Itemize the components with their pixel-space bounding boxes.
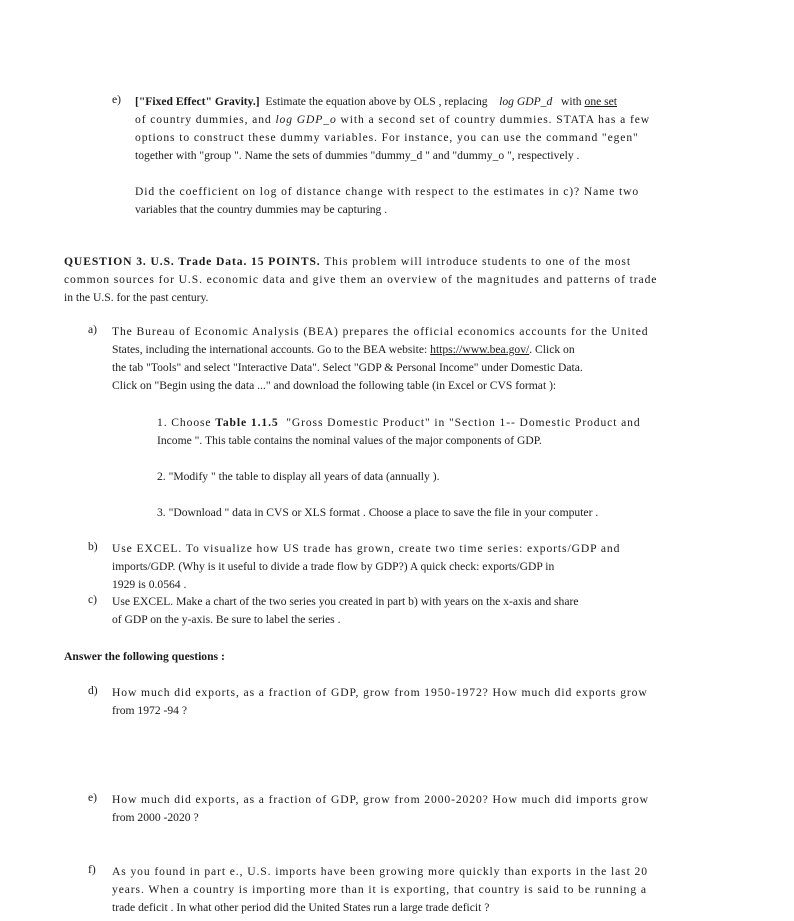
text: Estimate the equation above by OLS , replacing — [265, 95, 488, 108]
question-3-line-2: common sources for U.S. economic data and give them an overview of the magnitudes and patterns of trade — [64, 273, 658, 286]
part-a-steps — [157, 414, 757, 522]
step-1-line-2: Income ". This table contains the nominal values of the major components of GDP. — [157, 434, 542, 447]
part-e — [112, 791, 752, 827]
item-label-e: e) — [88, 791, 98, 804]
part-c-line-1: Use EXCEL. Make a chart of the two series you created in part b) with years on the x-axis and share — [112, 595, 579, 608]
part-a-line-3: the tab "Tools" and select "Interactive Data". Select "GDP & Personal Income" under Domestic Data. — [112, 361, 583, 374]
part-b-line-3: 1929 is 0.0564 . — [112, 578, 187, 591]
text: This problem will introduce students to one of the most — [324, 255, 631, 268]
var-log-gdp-d: log GDP_d — [499, 95, 553, 108]
line-2 — [135, 111, 750, 129]
text: of country dummies, and — [135, 113, 272, 126]
line-6: variables that the country dummies may be capturing . — [135, 203, 388, 216]
part-b — [112, 540, 752, 594]
part-e-line-1: How much did exports, as a fraction of GDP, grow from 2000-2020? How much did imports grow — [112, 793, 649, 806]
text: with — [560, 95, 582, 108]
item-label-b: b) — [88, 540, 98, 553]
part-f — [112, 863, 752, 917]
line-3: options to construct these dummy variables. For instance, you can use the command "egen" — [135, 131, 639, 144]
question-3-heading: QUESTION 3. U.S. Trade Data. 15 POINTS. — [64, 255, 321, 268]
question-3 — [64, 253, 754, 307]
part-d-line-2: from 1972 -94 ? — [112, 704, 188, 717]
step-1-line-1 — [157, 414, 757, 432]
item-label-e-gravity: e) — [112, 93, 122, 106]
line-5: Did the coefficient on log of distance change with respect to the estimates in c)? Name two — [135, 185, 640, 198]
part-f-line-1: As you found in part e., U.S. imports have been growing more quickly than exports in the last 20 — [112, 865, 648, 878]
text: 1. Choose — [157, 416, 212, 429]
part-a — [112, 323, 752, 395]
text: "Gross Domestic Product" in "Section 1-- Domestic Product and — [286, 416, 641, 429]
underlined-one-set: one set — [584, 95, 618, 108]
line-4: together with "group ". Name the sets of dummies "dummy_d " and "dummy_o ", respectively . — [135, 149, 580, 162]
bea-website-link[interactable]: https://www.bea.gov/ — [430, 343, 530, 356]
text: States, including the international accounts. Go to the BEA website: — [112, 343, 428, 356]
step-3: 3. "Download " data in CVS or XLS format . Choose a place to save the file in your computer . — [157, 506, 599, 519]
part-a-line-2 — [112, 341, 752, 359]
item-label-d: d) — [88, 684, 98, 697]
part-a-line-4: Click on "Begin using the data ..." and download the following table (in Excel or CVS format ): — [112, 379, 557, 392]
part-b-line-2: imports/GDP. (Why is it useful to divide a trade flow by GDP?) A quick check: exports/GDP in — [112, 560, 555, 573]
line-1 — [135, 93, 750, 111]
step-2: 2. "Modify " the table to display all years of data (annually ). — [157, 470, 440, 483]
question-3-line-3: in the U.S. for the past century. — [64, 291, 209, 304]
item-label-f: f) — [88, 863, 96, 876]
part-e-gravity — [135, 93, 750, 219]
item-label-a: a) — [88, 323, 98, 336]
text: with a second set of country dummies. STATA has a few — [340, 113, 651, 126]
answer-heading-text: Answer the following questions : — [64, 650, 225, 663]
item-label-c: c) — [88, 593, 98, 606]
part-d-line-1: How much did exports, as a fraction of GDP, grow from 1950-1972? How much did exports grow — [112, 686, 648, 699]
answer-heading — [64, 648, 225, 666]
text: . Click on — [529, 343, 575, 356]
part-a-line-1: The Bureau of Economic Analysis (BEA) prepares the official economics accounts for the United — [112, 325, 649, 338]
part-d — [112, 684, 752, 720]
var-log-gdp-o: log GDP_o — [275, 113, 337, 126]
question-3-line-1 — [64, 253, 754, 271]
part-b-line-1: Use EXCEL. To visualize how US trade has grown, create two time series: exports/GDP and — [112, 542, 621, 555]
part-c — [112, 593, 752, 629]
table-115: Table 1.1.5 — [215, 416, 279, 429]
part-e-line-2: from 2000 -2020 ? — [112, 811, 199, 824]
fixed-effect-title: ["Fixed Effect" Gravity.] — [135, 95, 260, 108]
part-f-line-3: trade deficit . In what other period did the United States run a large trade deficit ? — [112, 901, 490, 914]
part-c-line-2: of GDP on the y-axis. Be sure to label the series . — [112, 613, 341, 626]
part-f-line-2: years. When a country is importing more than it is exporting, that country is said to be running a — [112, 883, 647, 896]
